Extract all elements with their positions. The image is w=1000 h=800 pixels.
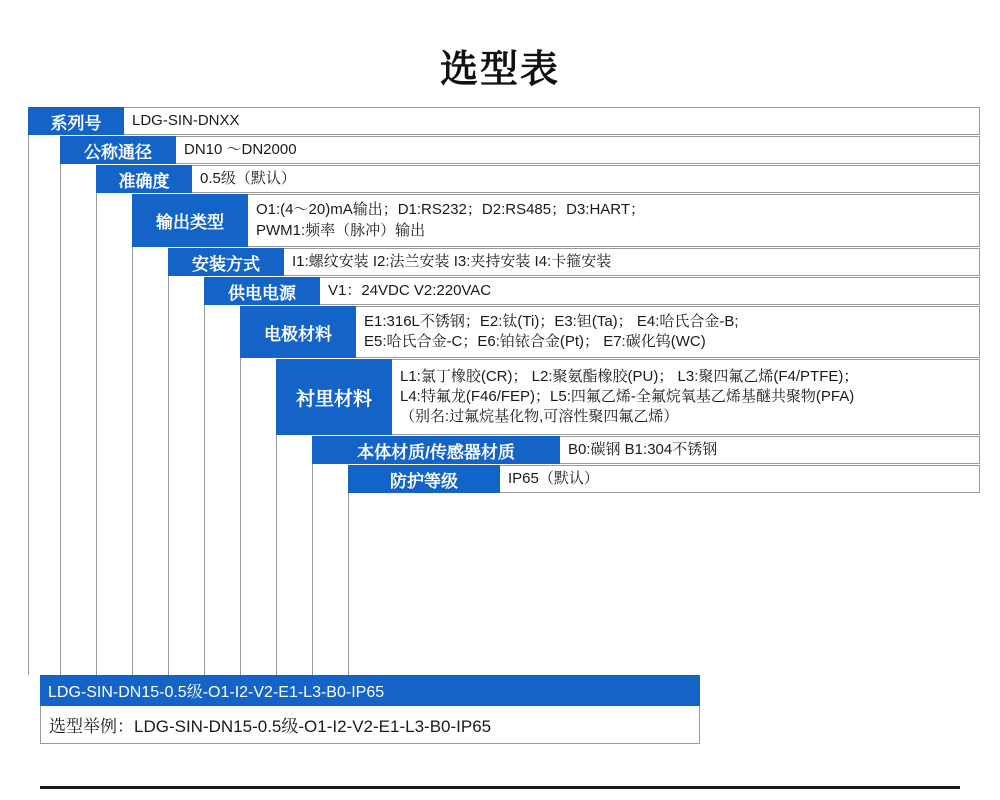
connector-line (168, 276, 169, 675)
row-value-protection-level (500, 465, 980, 493)
row-label-body-sensor-material: 本体材质/传感器材质 (312, 436, 560, 464)
value-line: E5:哈氏合金-C；E6:铂铱合金(Pt)； E7:碳化钨(WC) (364, 333, 706, 350)
connector-line (132, 247, 133, 675)
connector-line (96, 193, 97, 675)
row-electrode-material (240, 306, 980, 358)
row-label-accuracy: 准确度 (96, 165, 192, 193)
example-code: LDG-SIN-DN15-0.5级-O1-I2-V2-E1-L3-B0-IP65 (40, 675, 700, 706)
selection-table-diagram (20, 107, 980, 747)
connector-line (276, 435, 277, 675)
row-label-installation-type: 安装方式 (168, 248, 284, 276)
value-line: DN10 ～DN2000 (184, 140, 297, 158)
row-label-nominal-diameter: 公称通径 (60, 136, 176, 164)
connector-line (28, 135, 29, 675)
row-value-power-supply (320, 277, 980, 305)
row-label-electrode-material: 电极材料 (240, 306, 356, 358)
row-label-lining-material: 衬里材料 (276, 359, 392, 435)
value-line: IP65（默认） (508, 469, 599, 487)
connector-line (348, 493, 349, 675)
row-value-output-type (248, 194, 980, 247)
row-output-type (132, 194, 980, 247)
connector-line (312, 464, 313, 675)
connector-line (204, 305, 205, 675)
value-line: （别名:过氟烷基化物,可溶性聚四氟乙烯） (400, 408, 679, 426)
row-value-installation-type (284, 248, 980, 276)
value-line: B0:碳钢 B1:304不锈钢 (568, 440, 718, 458)
connector-line (240, 358, 241, 675)
value-line: PWM1:频率（脉冲）输出 (256, 221, 426, 239)
row-value-lining-material (392, 359, 980, 435)
row-value-body-sensor-material (560, 436, 980, 464)
value-line: V1：24VDC V2:220VAC (328, 281, 492, 299)
row-accuracy (96, 165, 980, 193)
row-label-series-number: 系列号 (28, 107, 124, 135)
row-protection-level (348, 465, 980, 493)
value-line: L4:特氟龙(F46/FEP)；L5:四氟乙烯-全氟烷氧基乙烯基醚共聚物(PFA) (400, 387, 855, 405)
row-body-sensor-material (312, 436, 980, 464)
row-label-output-type: 输出类型 (132, 194, 248, 247)
row-value-series-number (124, 107, 980, 135)
row-power-supply (204, 277, 980, 305)
value-line: LDG-SIN-DNXX (132, 111, 240, 129)
row-value-electrode-material (356, 306, 980, 358)
connector-line (60, 164, 61, 675)
row-label-power-supply: 供电电源 (204, 277, 320, 305)
value-line: I1:螺纹安装 I2:法兰安装 I3:夹持安装 I4:卡箍安装 (292, 252, 612, 270)
page-title: 选型表 (439, 49, 560, 91)
value-line: 0.5级（默认） (200, 169, 296, 187)
row-series-number (28, 107, 980, 135)
footer-divider (40, 786, 960, 789)
row-label-protection-level: 防护等级 (348, 465, 500, 493)
value-line: O1:(4～20)mA输出；D1:RS232；D2:RS485；D3:HART； (256, 201, 646, 219)
row-nominal-diameter (60, 136, 980, 164)
value-line: L1:氯丁橡胶(CR)； L2:聚氨酯橡胶(PU)； L3:聚四氟乙烯(F4/PTFE)； (400, 367, 859, 385)
row-installation-type (168, 248, 980, 276)
row-value-accuracy (192, 165, 980, 193)
example-box (40, 675, 700, 744)
row-lining-material (276, 359, 980, 435)
example-label: 选型举例：LDG-SIN-DN15-0.5级-O1-I2-V2-E1-L3-B0-IP65 (40, 706, 700, 744)
row-value-nominal-diameter (176, 136, 980, 164)
value-line: E1:316L不锈钢；E2:钛(Ti)；E3:钽(Ta)； E4:哈氏合金-B; (364, 312, 739, 330)
